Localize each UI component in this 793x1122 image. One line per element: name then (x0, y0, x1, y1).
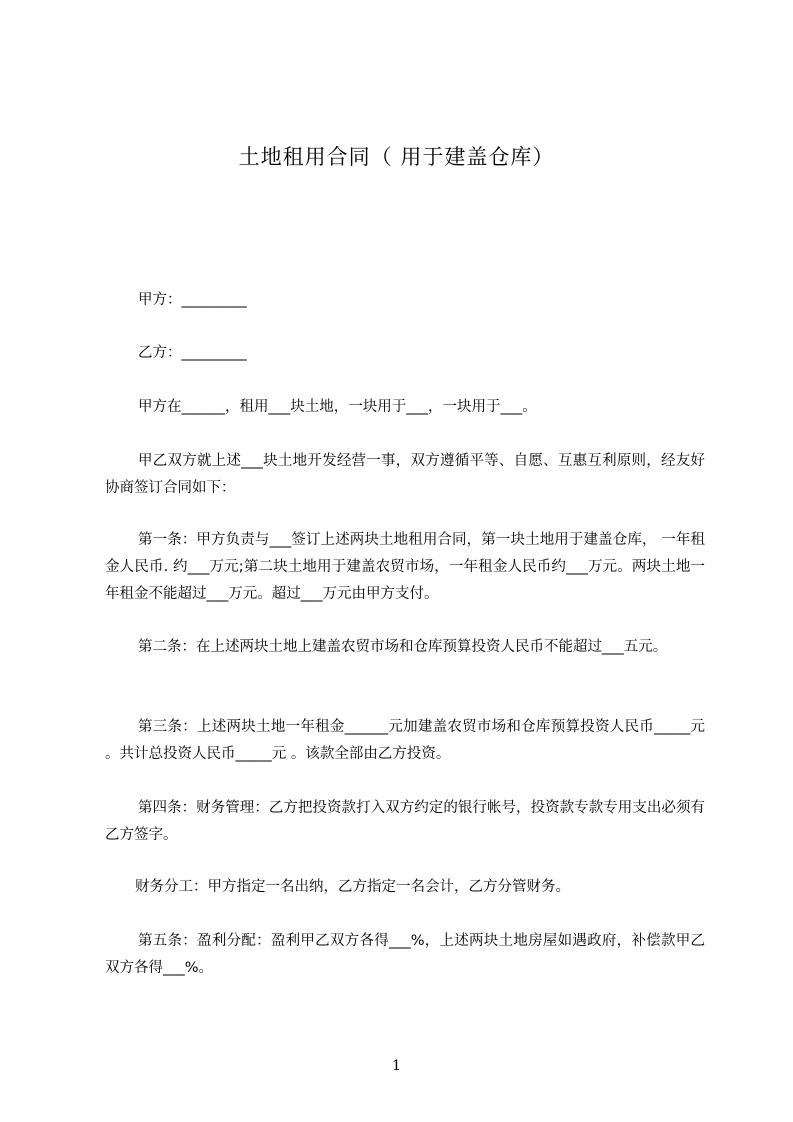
article-5-paragraph: 第五条：盈利分配：盈利甲乙双方各得___%，上述两块土地房屋如遇政府，补偿款甲乙双方各得___%。 (105, 933, 705, 976)
finance-division-paragraph: 财务分工：甲方指定一名出纳，乙方指定一名会计，乙方分管财务。 (135, 879, 570, 895)
intro-paragraph: 甲方在______，租用___块土地，一块用于___，一块用于___。 (138, 399, 537, 415)
party-a-line: 甲方：_________ (138, 292, 247, 308)
article-3-paragraph: 第三条：上述两块土地一年租金______元加建盖农贸市场和仓库预算投资人民币_____元 。共计总投资人民币_____元 。该款全部由乙方投资。 (105, 719, 705, 762)
article-1-paragraph: 第一条：甲方负责与___签订上述两块土地租用合同，第一块土地用于建盖仓库， 一年租金人民币. 约___万元;第二块土地用于建盖农贸市场，一年租金人民币约___万元。两块土地一年租金不能超过___万元。超过___万元由甲方支付。 (105, 532, 705, 602)
article-4-paragraph: 第四条：财务管理：乙方把投资款打入双方约定的银行帐号，投资款专款专用支出必须有乙方签字。 (105, 800, 705, 843)
party-b-line: 乙方：_________ (138, 345, 247, 361)
page-number: 1 (392, 1058, 401, 1074)
document-title: 土地租用合同（ 用于建盖仓库） (238, 145, 555, 169)
preamble-paragraph: 甲乙双方就上述___块土地开发经营一事，双方遵循平等、自愿、互惠互利原则，经友好协商签订合同如下： (105, 453, 705, 496)
article-2-paragraph: 第二条：在上述两块土地上建盖农贸市场和仓库预算投资人民币不能超过___五元。 (138, 639, 668, 655)
